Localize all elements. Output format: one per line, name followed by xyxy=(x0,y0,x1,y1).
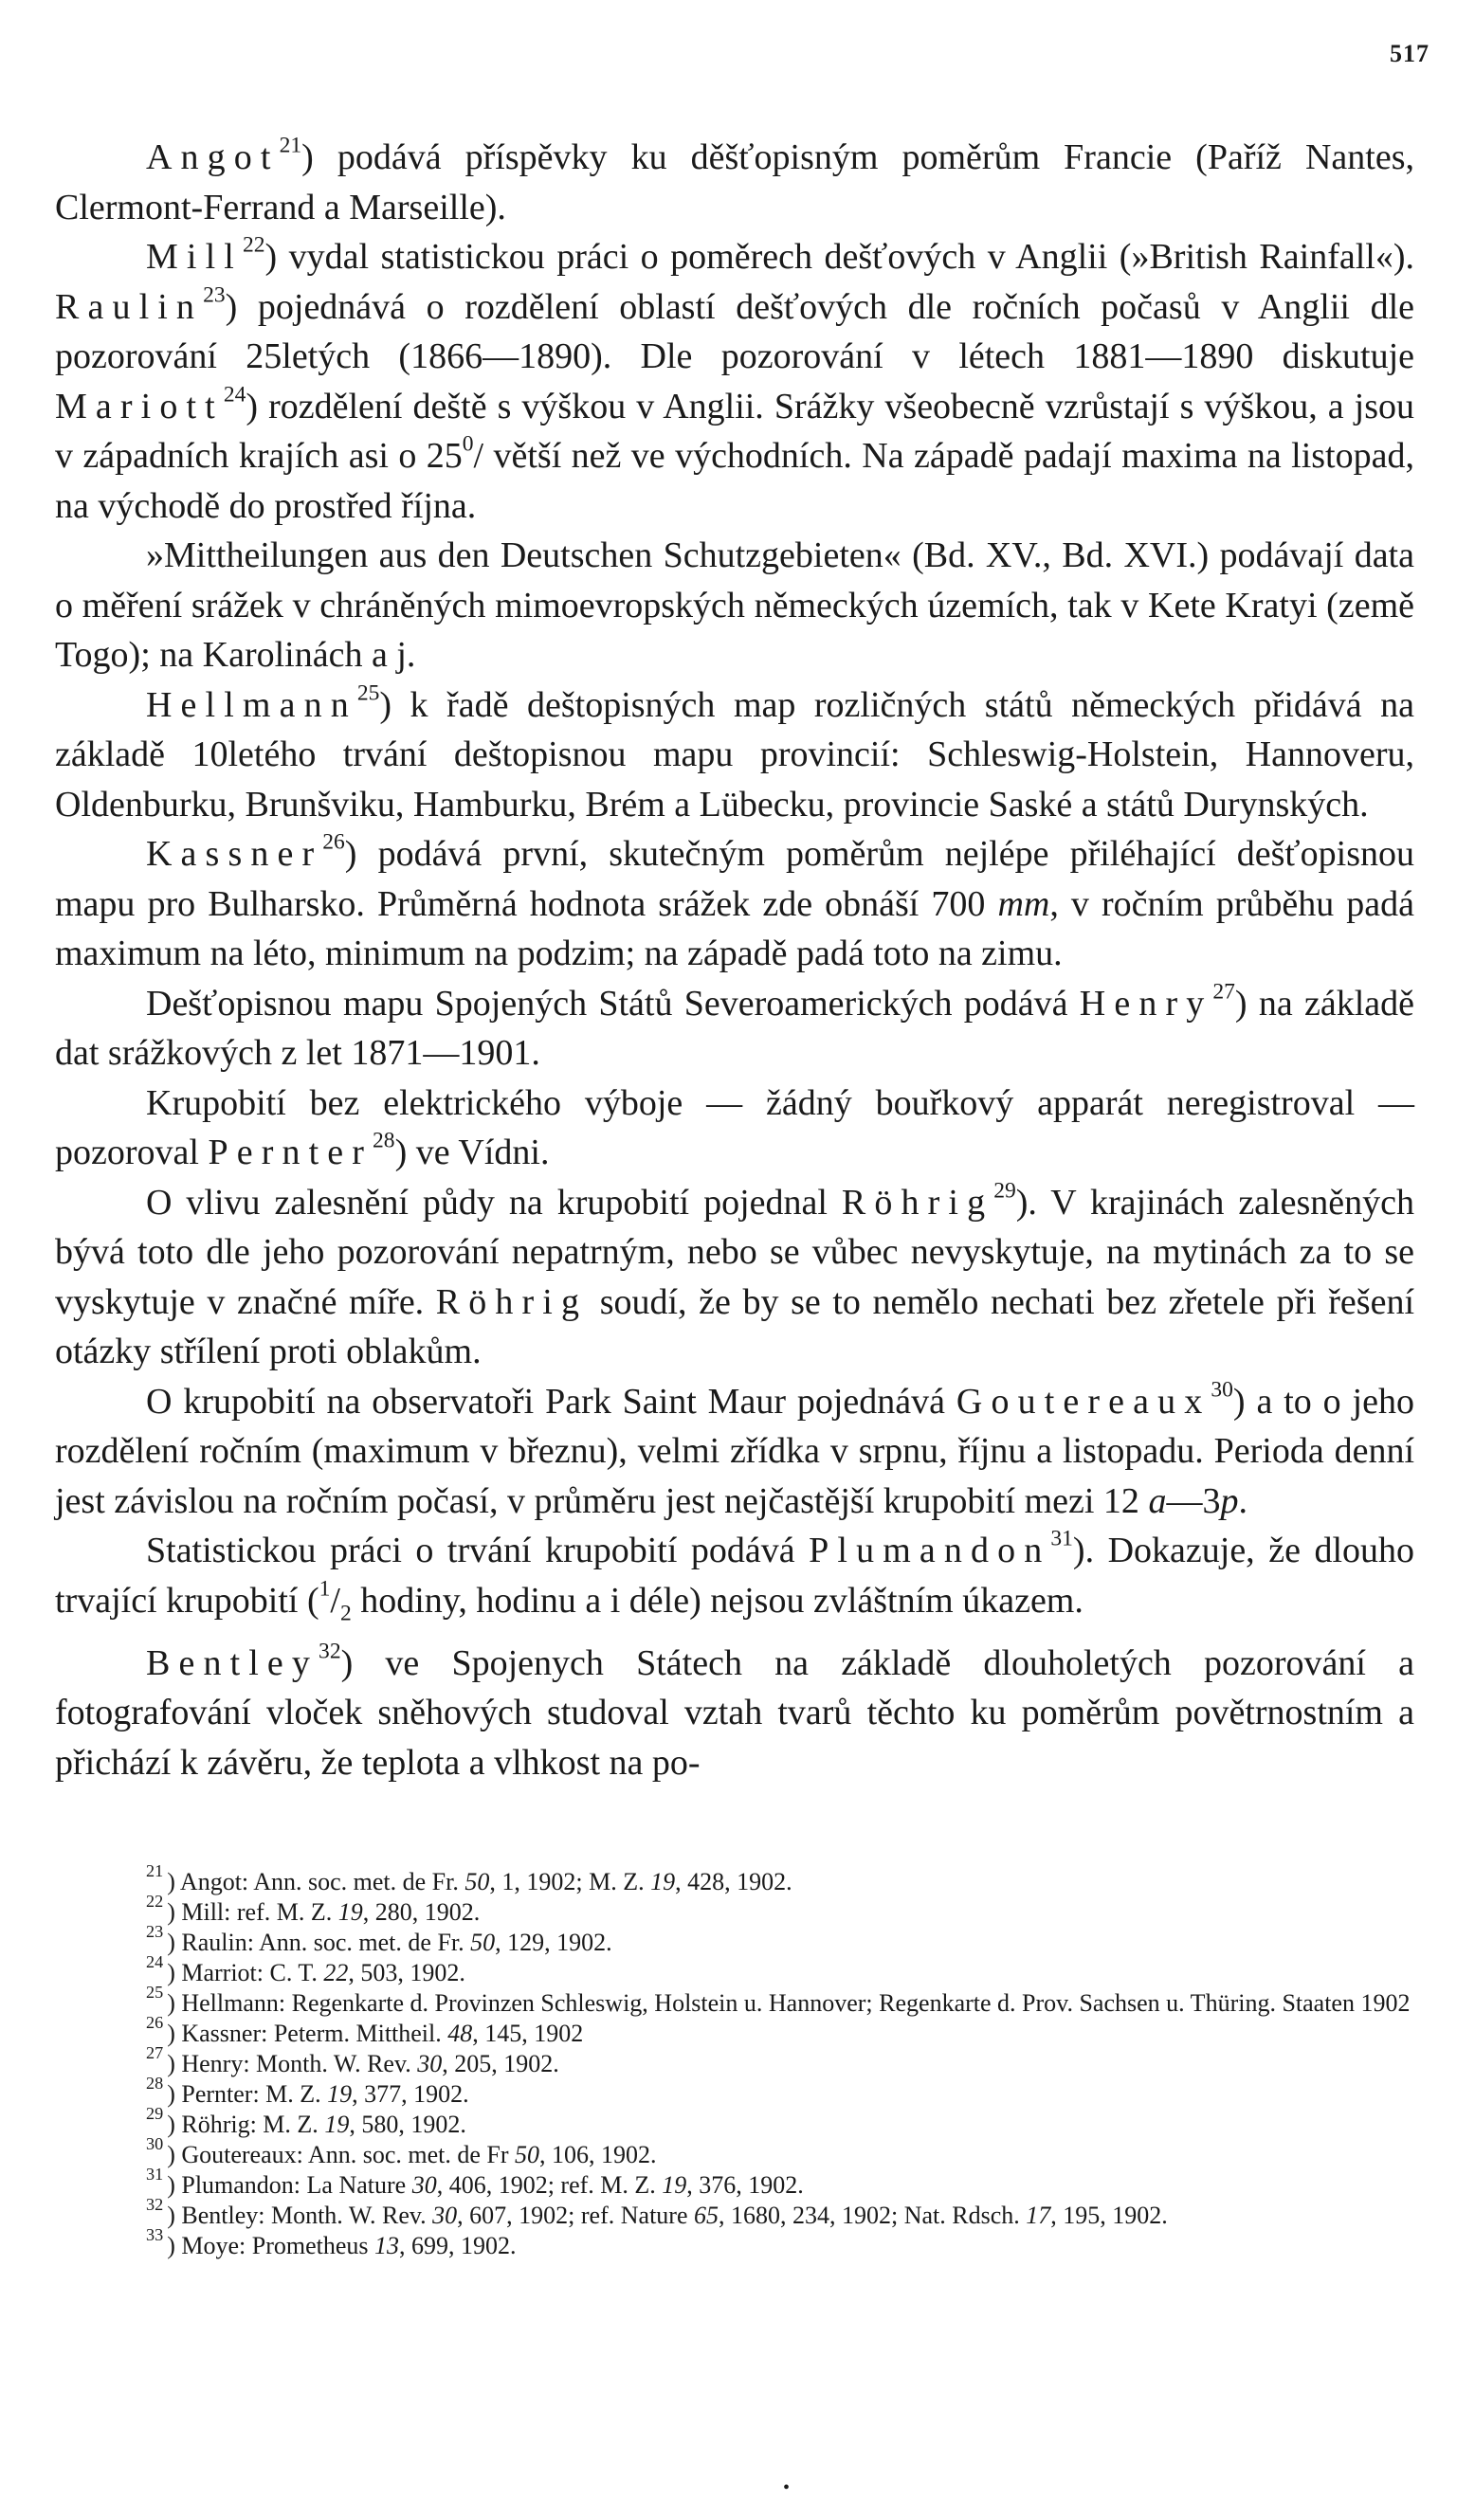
footnote-text: , 106, 1902. xyxy=(539,2141,657,2168)
footnote-text: Mill: ref. M. Z. xyxy=(181,1898,338,1926)
author-name: Röhrig xyxy=(841,1182,994,1223)
footnote-number: 25 xyxy=(146,1983,164,2003)
footnote-text: , 1680, 234, 1902; Nat. Rdsch. xyxy=(719,2202,1027,2229)
paragraph-angot xyxy=(55,133,1414,232)
footnote-ref: 28 xyxy=(373,1128,395,1153)
footnote-number: 22 xyxy=(146,1892,164,1912)
footnote-text: , 428, 1902. xyxy=(675,1868,792,1895)
footnote-29: $^{29}$ ) Röhrig: M. Z. 19, 580, 1902. xyxy=(146,2104,466,2138)
footnote-ref: 21 xyxy=(279,133,302,158)
author-name: Bentley xyxy=(146,1642,319,1683)
footnote-text: , 580, 1902. xyxy=(349,2111,466,2138)
footnote-ref: 27 xyxy=(1212,978,1235,1004)
volume-number: 19 xyxy=(662,2171,687,2199)
paragraph-goutereaux xyxy=(55,1377,1414,1527)
paragraph-plumandon: Statistickou práci o trvání krupobití podává Plumandon$^{31}$). Dokazuje, že dlouho trvající krupobití ($^1/_2$ hodiny, hodinu a i déle) nejsou zvláštním úkazem. xyxy=(55,1526,1415,1626)
footnote-text: , 195, 1902. xyxy=(1050,2202,1168,2229)
paragraph-text: ) vydal statistickou práci o poměrech dešťových v Anglii (»British Rainfall«). xyxy=(264,237,1414,277)
volume-number: 50 xyxy=(464,1868,490,1895)
footnote-ref: 24 xyxy=(223,381,246,407)
footnote-ref: 25 xyxy=(356,680,380,705)
paragraph-text: hodiny, hodinu a i déle) nejsou zvláštním úkazem. xyxy=(351,1580,1083,1621)
paragraph-text: Dešťopisnou mapu Spojených Států Severoamerických podává xyxy=(146,983,1068,1024)
author-name: Henry xyxy=(1079,983,1213,1024)
footnote-number: 23 xyxy=(146,1922,164,1942)
author-name: Kassner xyxy=(146,834,323,874)
main-text xyxy=(55,133,1414,1787)
volume-number: 30 xyxy=(417,2050,443,2077)
paragraph-text: ) ve Spojenych Státech na základě dlouholetých pozorování a fotografování vloček sněhových studoval vztah tvarů těchto ku poměrům povětrnostním a přichází k závěru, že teplota a vlhkost na po- xyxy=(55,1642,1414,1783)
footnote-text: , 503, 1902. xyxy=(348,1959,465,1986)
footnote-text: Plumandon: La Nature xyxy=(181,2171,412,2199)
footnote-text: Angot: Ann. soc. met. de Fr. xyxy=(179,1868,465,1895)
footnote-text: , 406, 1902; ref. M. Z. xyxy=(436,2171,663,2199)
footnote-ref: 31 xyxy=(1050,1526,1073,1551)
author-name: Plumandon xyxy=(809,1531,1051,1570)
paragraph-pernter xyxy=(55,1079,1414,1178)
author-name: Mariott xyxy=(55,386,224,426)
footnote-text: , 145, 1902 xyxy=(472,2020,584,2047)
footnote-number: 30 xyxy=(146,2134,164,2154)
footnote-24: $^{24}$ ) Marriot: C. T. 22, 503, 1902. xyxy=(146,1952,465,1986)
paragraph-text: O krupobití na observatoři Park Saint Maur pojednává xyxy=(146,1381,946,1422)
volume-number: 30 xyxy=(432,2202,458,2229)
volume-number: 50 xyxy=(515,2141,540,2168)
bottom-mark: • xyxy=(783,2477,791,2498)
paragraph-text: ) na základě dat srážkových z let 1871—1901. xyxy=(55,983,1414,1073)
paragraph-mittheilungen xyxy=(55,531,1414,680)
paragraph-text: ) podává příspěvky ku děšťopisným poměrům Francie (Paříž Nantes, Clermont-Ferrand a Marseille). xyxy=(55,137,1414,227)
footnote-text: Marriot: C. T. xyxy=(181,1959,324,1986)
paragraph-text: ) podává první, skutečným poměrům nejlépe přiléhající dešťopisnou mapu pro Bulharsko. Průměrná hodnota srážek zde obnáší 700 xyxy=(55,834,1414,924)
volume-number: 22 xyxy=(323,1959,349,1986)
footnote-32: $^{32}$ ) Bentley: Month. W. Rev. 30, 607, 1902; ref. Nature 65, 1680, 234, 1902; Nat. Rdsch. 17, 195, 1902. xyxy=(146,2195,1168,2229)
footnote-ref: 32 xyxy=(319,1638,341,1663)
paragraph-mill: Mill$^{22}$) vydal statistickou práci o poměrech dešťových v Anglii (»British Rainfall«). Raulin$^{23}$) pojednává o rozdělení oblastí dešťových dle ročních počasů v Anglii dle pozorování 25letých (1866—1890). Dle pozorování v létech 1881—1890 diskutuje Mariott$^{24}$) rozdělení deště s výškou v Anglii. Srážky všeobecně vzrůstají s výškou, a jsou v západních krajích asi o $25^0/$ větší než ve východních. Na západě padají maxima na listopad, na východě do prostřed října. xyxy=(55,232,1414,526)
paragraph-rohrig xyxy=(55,1178,1414,1377)
footnote-text: , 607, 1902; ref. Nature xyxy=(457,2202,694,2229)
volume-number: 19 xyxy=(337,1898,363,1926)
footnote-number: 26 xyxy=(146,2013,164,2033)
footnote-ref: 22 xyxy=(242,232,265,258)
paragraph-text: ) rozdělení deště s výškou v Anglii. Srážky všeobecně vzrůstají s výškou, a jsou v západních krajích asi o 25 xyxy=(55,386,1414,476)
footnote-text: Raulin: Ann. soc. met. de Fr. xyxy=(181,1929,471,1956)
paragraph-text: O vlivu zalesnění půdy na krupobití pojednal xyxy=(146,1182,828,1223)
paragraph-text: větší než ve východních. Na západě padají maxima na listopad, na východě do prostřed října. xyxy=(55,436,1414,526)
footnote-ref: 30 xyxy=(1211,1376,1233,1402)
paragraph-text: ) pojednává o rozdělení oblastí dešťových dle ročních počasů v Anglii dle pozorování 25letých (1866—1890). Dle pozorování v létech 1881—1890 diskutuje xyxy=(55,286,1414,376)
paragraph-text: ). Dokazuje, že dlouho trvající krupobití ( xyxy=(55,1531,1415,1621)
fraction-numerator: 1 xyxy=(319,1575,331,1601)
fraction-denominator: 2 xyxy=(339,1601,352,1626)
page-number: 517 xyxy=(1390,40,1429,67)
footnote-text: Kassner: Peterm. Mittheil. xyxy=(181,2020,448,2047)
volume-number: 19 xyxy=(324,2111,350,2138)
paragraph-text: Krupobití bez elektrického výboje — žádný bouřkový apparát neregistroval — pozoroval xyxy=(55,1082,1414,1172)
paragraph-kassner xyxy=(55,829,1414,979)
footnote-text: , 280, 1902. xyxy=(362,1898,481,1926)
footnote-number: 31 xyxy=(146,2165,164,2185)
volume-number: 17 xyxy=(1026,2202,1051,2229)
footnote-number: 32 xyxy=(146,2195,164,2215)
paragraph-text: ) k řadě deštopisných map rozličných států německých přidává na základě 10letého trvání deštopisnou mapu provincií: Schleswig-Holstein, Hannoveru, Oldenburku, Brunšviku, Hamburku, Brém a Lübecku, provincie Saské a států Durynských. xyxy=(55,684,1414,825)
footnote-33: $^{33}$ ) Moye: Prometheus 13, 699, 1902. xyxy=(146,2225,517,2259)
paragraph-henry xyxy=(55,979,1414,1079)
volume-number: 19 xyxy=(650,1868,676,1895)
author-name: Raulin xyxy=(55,286,204,327)
footnote-number: 27 xyxy=(146,2043,164,2063)
footnote-text: Röhrig: M. Z. xyxy=(181,2111,325,2138)
paragraph-hellmann xyxy=(55,680,1414,830)
footnote-number: 33 xyxy=(146,2225,164,2245)
paragraph-bentley xyxy=(55,1639,1414,1788)
author-name: Hellmann xyxy=(146,684,357,725)
paragraph-text: soudí, že by se to nemělo nechati bez zřetele při řešení otázky střílení proti oblakům. xyxy=(55,1281,1415,1371)
footnote-28: $^{28}$ ) Pernter: M. Z. 19, 377, 1902. xyxy=(146,2074,469,2108)
footnote-text: Hellmann: Regenkarte d. Provinzen Schleswig, Holstein u. Hannover; Regenkarte d. Prov. Sachsen u. Thüring. Staaten 1902 xyxy=(181,1989,1411,2017)
footnote-number: 28 xyxy=(146,2074,164,2094)
footnote-text: , 376, 1902. xyxy=(686,2171,804,2199)
volume-number: 65 xyxy=(694,2202,719,2229)
footnote-21: $^{21}$ ) Angot: Ann. soc. met. de Fr. 50, 1, 1902; M. Z. 19, 428, 1902. xyxy=(146,1861,792,1895)
footnote-number: 24 xyxy=(146,1952,164,1972)
unit-text: mm xyxy=(997,883,1050,924)
footnote-25: $^{25}$ ) Hellmann: Regenkarte d. Provinzen Schleswig, Holstein u. Hannover; Regenkarte d. Prov. Sachsen u. Thüring. Staaten 1902 xyxy=(146,1983,1411,2017)
volume-number: 30 xyxy=(411,2171,437,2199)
footnote-text: , 377, 1902. xyxy=(352,2080,469,2108)
percent-sup: 0 xyxy=(462,431,474,457)
footnote-number: 29 xyxy=(146,2104,164,2124)
paragraph-text: ) ve Vídni. xyxy=(394,1133,550,1172)
paragraph-text: »Mittheilungen aus den Deutschen Schutzgebieten« (Bd. XV., Bd. XVI.) podávají data o měření srážek v chráněných mimoevropských německých územích, tak v Kete Kratyi (země Togo); na Karolinách a j. xyxy=(55,535,1414,675)
footnote-text: Henry: Month. W. Rev. xyxy=(181,2050,418,2077)
footnote-text: , 1, 1902; M. Z. xyxy=(489,1868,651,1895)
paragraph-end: . xyxy=(1238,1480,1247,1521)
time-am: a xyxy=(1148,1480,1167,1521)
volume-number: 50 xyxy=(470,1929,496,1956)
paragraph-text: ). V krajinách zalesněných bývá toto dle jeho pozorování nepatrným, nebo se vůbec nevyskytuje, na mytinách za to se vyskytuje v značné míře. xyxy=(55,1182,1414,1322)
footnote-text: Goutereaux: Ann. soc. met. de Fr xyxy=(181,2141,516,2168)
footnotes xyxy=(55,1861,1414,2261)
author-name: Röhrig xyxy=(435,1281,589,1322)
footnote-22: $^{22}$ ) Mill: ref. M. Z. 19, 280, 1902. xyxy=(146,1892,481,1926)
footnote-text: Pernter: M. Z. xyxy=(181,2080,328,2108)
footnote-text: Bentley: Month. W. Rev. xyxy=(181,2202,433,2229)
author-name: Goutereaux xyxy=(956,1381,1211,1422)
volume-number: 13 xyxy=(374,2232,400,2259)
footnote-ref: 23 xyxy=(203,281,226,307)
author-name: Pernter xyxy=(208,1133,373,1172)
footnote-27: $^{27}$ ) Henry: Month. W. Rev. 30, 205, 1902. xyxy=(146,2043,559,2077)
footnote-26: $^{26}$ ) Kassner: Peterm. Mittheil. 48, 145, 1902 xyxy=(146,2013,584,2047)
author-name: Angot xyxy=(146,137,280,177)
footnote-23: $^{23}$ ) Raulin: Ann. soc. met. de Fr. 50, 129, 1902. xyxy=(146,1922,612,1956)
paragraph-text: Statistickou práci o trvání krupobití podává xyxy=(146,1531,795,1570)
footnote-text: Moye: Prometheus xyxy=(181,2232,375,2259)
footnote-30: $^{30}$ ) Goutereaux: Ann. soc. met. de Fr 50, 106, 1902. xyxy=(146,2134,657,2168)
paragraph-text: , v ročním průběhu padá maximum na léto, minimum na podzim; na západě padá toto na zimu. xyxy=(55,883,1415,973)
volume-number: 19 xyxy=(327,2080,353,2108)
footnote-text: , 205, 1902. xyxy=(442,2050,559,2077)
footnote-text: , 699, 1902. xyxy=(399,2232,517,2259)
author-name: Mill xyxy=(146,237,243,277)
volume-number: 48 xyxy=(447,2020,473,2047)
footnote-ref: 26 xyxy=(322,829,345,855)
paragraph-text: ) a to o jeho rozdělení ročním (maximum v březnu), velmi zřídka v srpnu, říjnu a listopadu. Perioda denní jest závislou na ročním počasí, v průměru jest nejčastější krupobití mezi 12 xyxy=(55,1381,1414,1521)
footnote-text: , 129, 1902. xyxy=(495,1929,612,1956)
footnote-number: 21 xyxy=(146,1861,164,1881)
time-range: —3 xyxy=(1166,1480,1221,1521)
time-pm: p xyxy=(1220,1480,1239,1521)
footnote-ref: 29 xyxy=(993,1177,1016,1203)
footnote-31: $^{31}$ ) Plumandon: La Nature 30, 406, 1902; ref. M. Z. 19, 376, 1902. xyxy=(146,2165,804,2199)
